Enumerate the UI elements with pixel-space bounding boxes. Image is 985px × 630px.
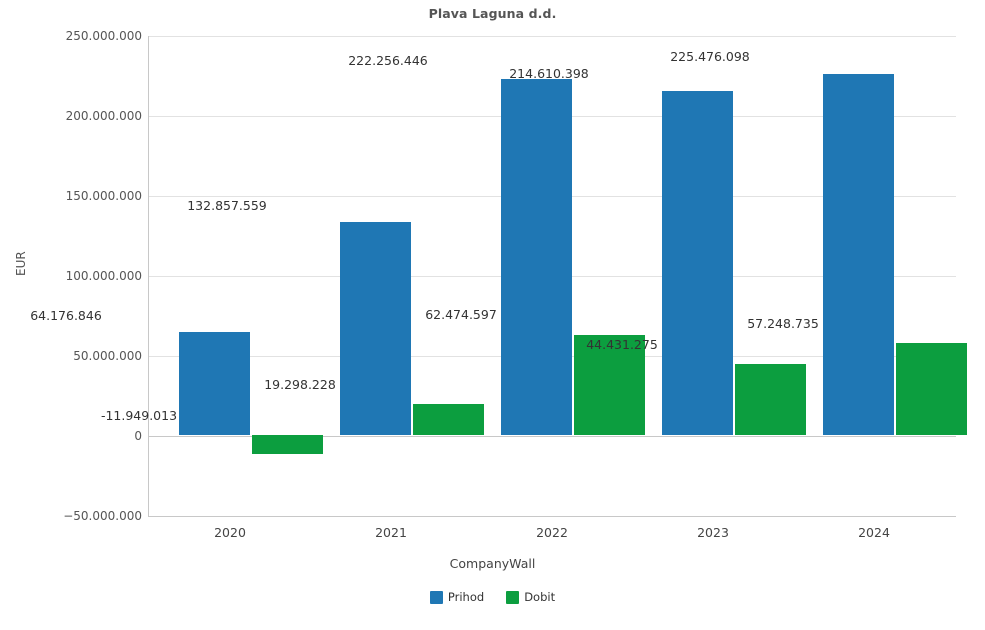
- y-tick-label: 200.000.000: [65, 109, 142, 123]
- x-tick-label-2024: 2024: [858, 525, 890, 540]
- y-tick-label: 50.000.000: [73, 349, 142, 363]
- value-label-prihod-2024: 225.476.098: [670, 49, 750, 64]
- bar-dobit-2024[interactable]: [896, 343, 967, 435]
- chart-title: Plava Laguna d.d.: [428, 6, 557, 21]
- bar-prihod-2021[interactable]: [340, 222, 411, 435]
- bar-dobit-2021[interactable]: [413, 404, 484, 435]
- value-label-prihod-2020: 64.176.846: [30, 308, 102, 323]
- legend-label-prihod: Prihod: [447, 590, 485, 604]
- value-label-dobit-2022: 62.474.597: [425, 307, 497, 322]
- y-tick-label: 150.000.000: [65, 189, 142, 203]
- plot-area: [148, 36, 956, 517]
- y-tick-label: −50.000.000: [63, 509, 142, 523]
- x-tick-label-2023: 2023: [697, 525, 729, 540]
- legend-label-dobit: Dobit: [524, 590, 556, 604]
- x-tick-label-2020: 2020: [214, 525, 246, 540]
- y-tick-label: 250.000.000: [65, 29, 142, 43]
- y-tick-label: 100.000.000: [65, 269, 142, 283]
- legend-item-prihod[interactable]: [430, 590, 484, 604]
- value-label-dobit-2020: -11.949.013: [100, 408, 178, 423]
- bar-dobit-2023[interactable]: [735, 364, 806, 435]
- bar-prihod-2024[interactable]: [823, 74, 894, 435]
- legend-swatch-icon-dobit: [506, 591, 519, 604]
- value-label-dobit-2021: 19.298.228: [264, 377, 336, 392]
- value-label-dobit-2024: 57.248.735: [747, 316, 819, 331]
- legend-item-dobit[interactable]: [506, 590, 555, 604]
- value-label-prihod-2023: 214.610.398: [509, 66, 589, 81]
- x-axis-label: CompanyWall: [449, 556, 536, 571]
- gridline-250m: [149, 36, 956, 37]
- chart-legend: [0, 590, 985, 604]
- value-label-prihod-2022: 222.256.446: [348, 53, 428, 68]
- x-tick-label-2022: 2022: [536, 525, 568, 540]
- value-label-dobit-2023: 44.431.275: [586, 337, 658, 352]
- legend-swatch-icon-prihod: [430, 591, 443, 604]
- y-tick-label: 0: [134, 429, 142, 443]
- x-tick-label-2021: 2021: [375, 525, 407, 540]
- y-axis-label: EUR: [14, 251, 28, 276]
- bar-prihod-2023[interactable]: [662, 91, 733, 435]
- bar-dobit-2020[interactable]: [252, 435, 323, 454]
- value-label-prihod-2021: 132.857.559: [187, 198, 267, 213]
- bar-prihod-2022[interactable]: [501, 79, 572, 435]
